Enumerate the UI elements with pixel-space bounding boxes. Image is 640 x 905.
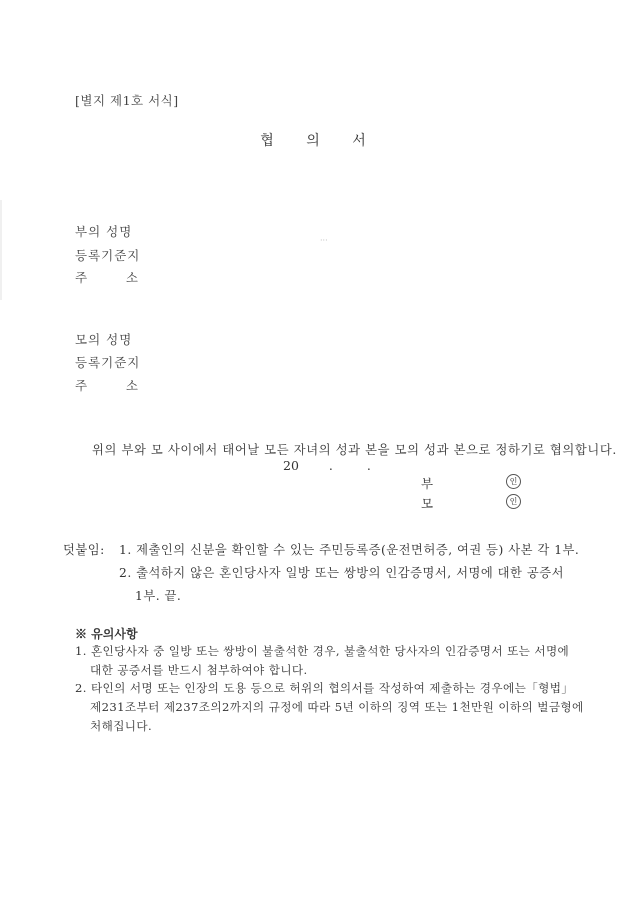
- father-signature-row: [421, 474, 521, 492]
- agreement-statement: 위의 부와 모 사이에서 태어날 모든 자녀의 성과 본을 모의 성과 본으로 정하기로 협의합니다.: [92, 443, 617, 457]
- note-2-line-1: 2. 타인의 서명 또는 인장의 도용 등으로 허위의 협의서를 작성하여 제출하는 경우에는「형법」: [75, 681, 574, 695]
- address-char-1: 주: [75, 270, 89, 285]
- attachments-label: 덧붙임:: [63, 543, 105, 557]
- mother-role-label: 모: [421, 496, 434, 511]
- scan-dots-artifact: ···: [320, 236, 328, 245]
- note-2-line-2: 제231조부터 제237조의2까지의 규정에 따라 5년 이하의 징역 또는 1천만원 이하의 벌금형에: [90, 700, 584, 714]
- address-char-2: 소: [125, 378, 139, 393]
- date-line: [283, 458, 371, 473]
- father-address-label: [75, 268, 139, 286]
- seal-icon: 인: [506, 494, 521, 509]
- mother-name-label: 모의 성명: [75, 332, 133, 347]
- father-role-label: 부: [421, 476, 434, 491]
- father-registry-label: 등록기준지: [75, 248, 141, 263]
- attachment-item-2: 2. 출석하지 않은 혼인당사자 일방 또는 쌍방의 인감증명서, 서명에 대한 공증서: [119, 566, 564, 580]
- attachment-item-2-continued: 1부. 끝.: [135, 589, 182, 603]
- mother-registry-label: 등록기준지: [75, 355, 141, 370]
- seal-icon: 인: [506, 474, 521, 489]
- father-name-label: 부의 성명: [75, 224, 133, 239]
- address-char-1: 주: [75, 378, 89, 393]
- mother-signature-row: [421, 494, 521, 512]
- form-number-label: [별지 제1호 서식]: [75, 93, 179, 108]
- mother-address-label: [75, 376, 139, 394]
- notes-title: ※ 유의사항: [75, 627, 138, 641]
- attachment-item-1: 1. 제출인의 신분을 확인할 수 있는 주민등록증(운전면허증, 여권 등) 사본 각 1부.: [119, 543, 580, 557]
- date-year-prefix: 20: [283, 458, 299, 473]
- address-char-2: 소: [125, 270, 139, 285]
- scan-edge-artifact: [0, 200, 2, 300]
- date-sep-1: .: [328, 458, 333, 473]
- note-1-line-1: 1. 혼인당사자 중 일방 또는 쌍방이 불출석한 경우, 불출석한 당사자의 인감증명서 또는 서명에: [75, 644, 570, 658]
- note-1-line-2: 대한 공증서를 반드시 첨부하여야 합니다.: [90, 663, 308, 677]
- date-sep-2: .: [366, 458, 371, 473]
- document-title: 협 의 서: [260, 133, 380, 149]
- note-2-line-3: 처해집니다.: [90, 719, 153, 733]
